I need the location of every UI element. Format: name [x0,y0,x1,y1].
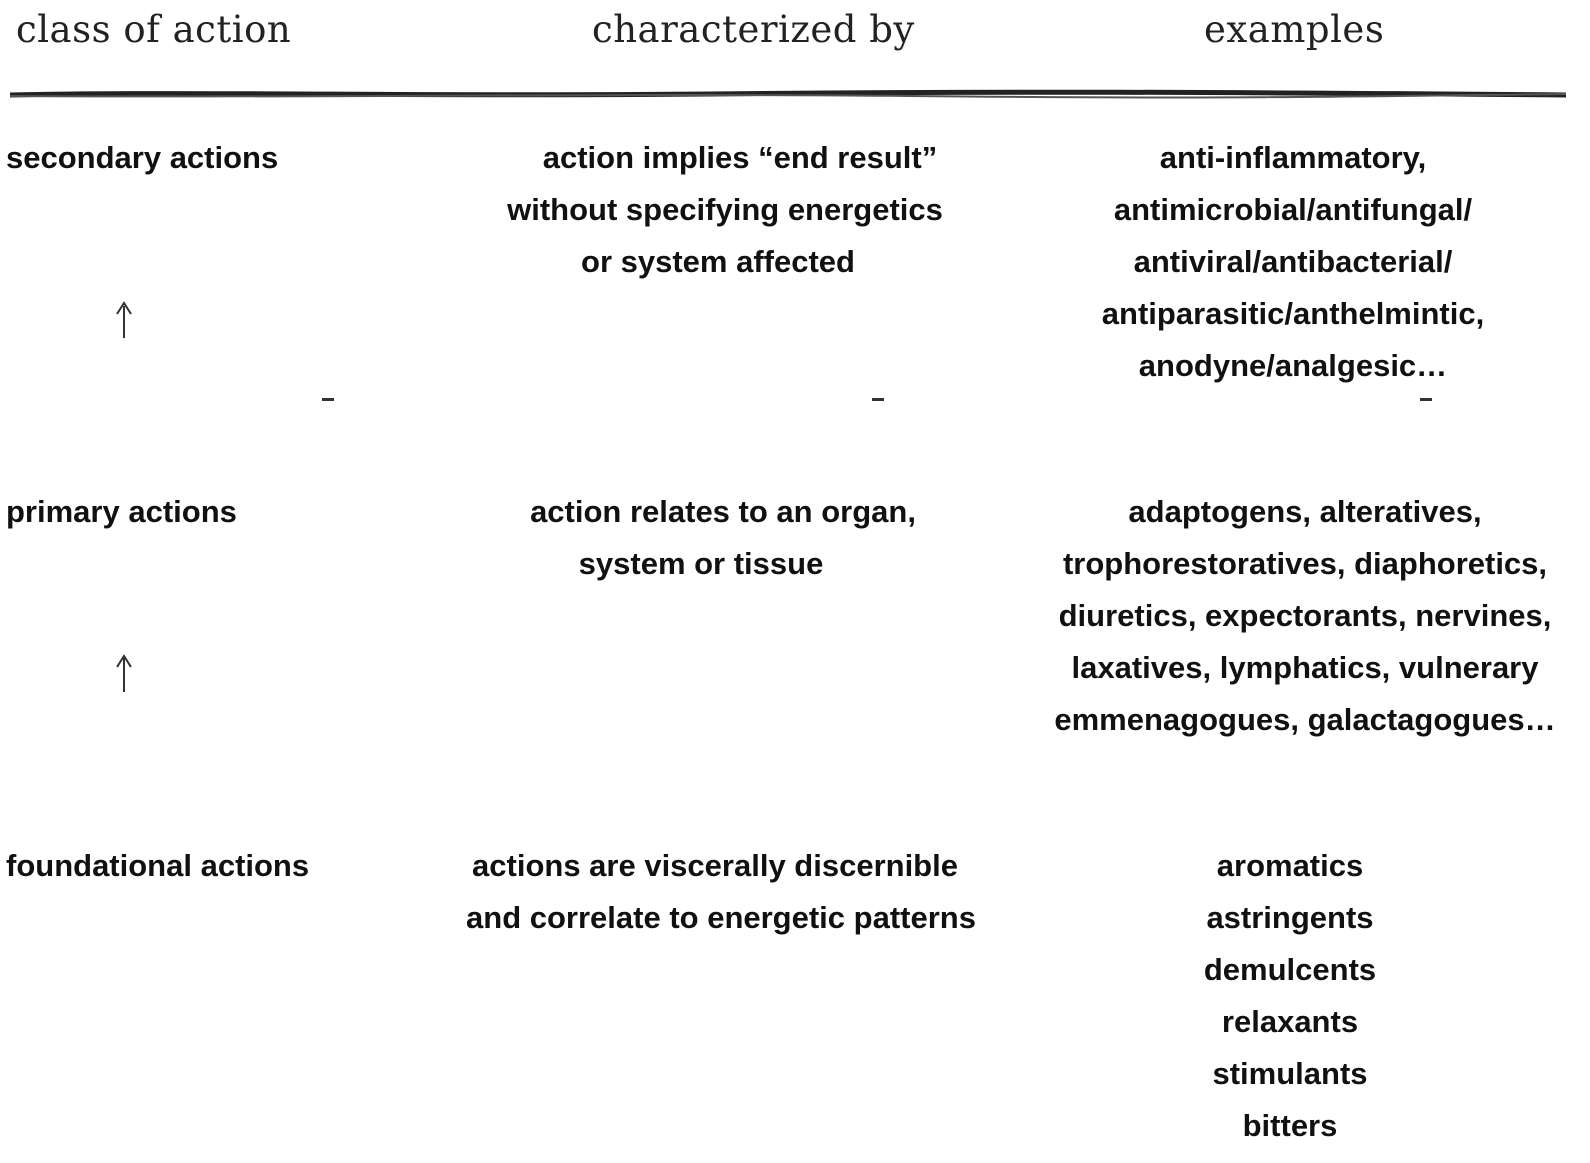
description-line: action relates to an organ, [530,494,916,529]
description-line: or system affected [581,244,855,279]
examples [1040,486,1570,746]
up-arrow-icon [112,300,136,340]
example-line: anodyne/analgesic… [1138,348,1448,383]
example-line: aromatics [1216,848,1364,883]
example-line: stimulants [1212,1056,1368,1091]
header-characterized-by: characterized by [592,8,915,51]
class-label: primary actions [6,494,237,529]
example-line: adaptogens, alteratives, [1128,494,1482,529]
description [445,132,1005,288]
row-primary-actions [0,486,1590,746]
divider-mark [1420,398,1432,401]
example-line: antiparasitic/anthelmintic, [1101,296,1485,331]
row-foundational-actions [0,840,1590,1160]
row-secondary-actions [0,132,1590,392]
class-label: foundational actions [6,848,310,883]
description-line: system or tissue [578,546,824,581]
description-line: actions are viscerally discernible [472,848,958,883]
header-divider [10,88,1566,102]
examples [1020,132,1566,392]
example-line: emmenagogues, galactagogues… [1054,702,1556,737]
examples [1110,840,1470,1152]
example-line: antimicrobial/antifungal/ [1113,192,1473,227]
description-line: action implies “end result” [542,140,938,175]
divider-mark [322,398,334,401]
example-line: bitters [1242,1108,1338,1143]
up-arrow-icon [112,654,136,694]
example-line: astringents [1206,900,1374,935]
header-examples: examples [1204,8,1385,51]
example-line: laxatives, lymphatics, vulnerary [1071,650,1539,685]
description [445,486,1005,590]
header-class-of-action: class of action [16,8,292,51]
description-line: and correlate to energetic patterns [466,900,976,935]
example-line: anti-inflammatory, [1159,140,1427,175]
example-line: antiviral/antibacterial/ [1133,244,1453,279]
example-line: trophorestoratives, diaphoretics, [1062,546,1548,581]
example-line: diuretics, expectorants, nervines, [1058,598,1552,633]
example-line: relaxants [1221,1004,1359,1039]
example-line: demulcents [1203,952,1377,987]
description-line: without specifying energetics [507,192,943,227]
class-label: secondary actions [6,140,279,175]
description [445,840,1005,944]
divider-mark [872,398,884,401]
